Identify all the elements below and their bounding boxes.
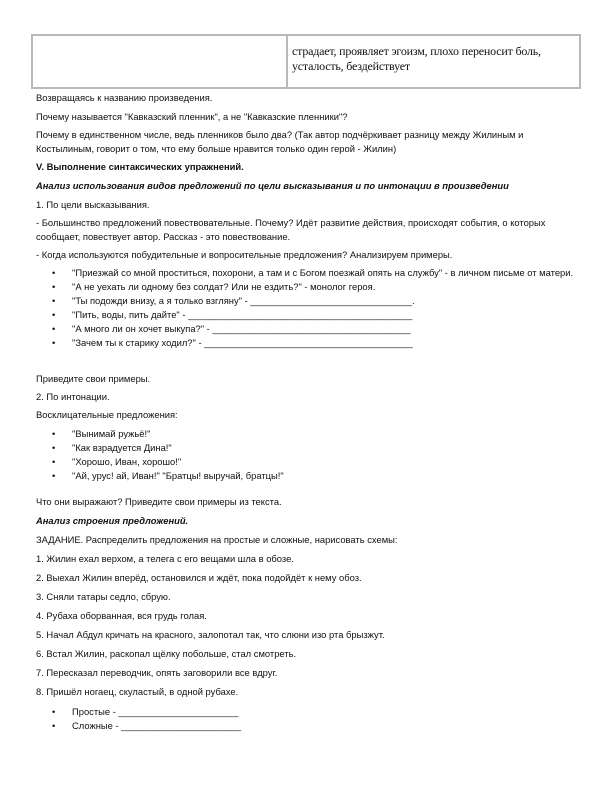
sentence-8: 8. Пришёл ногаец, скуластый, в одной рубахе. (36, 686, 239, 697)
goal-text: - Большинство предложений повествовательные. Почему? Идёт развитие действия, происходят события, о которых сообщает, повествует автор. Рассказ - это повествование. (36, 217, 546, 242)
give-examples: Приведите свои примеры. (36, 373, 151, 384)
examples-list (36, 266, 581, 350)
structure-task: ЗАДАНИЕ. Распределить предложения на простые и сложные, нарисовать схемы: (36, 534, 398, 545)
section-subheading: Анализ использования видов предложений по цели высказывания и по интонации в произведении (36, 180, 509, 191)
goal-title: 1. По цели высказывания. (36, 199, 150, 210)
table-cell-right: страдает, проявляет эгоизм, плохо переносит боль, усталость, бездействует (292, 44, 541, 73)
list-item: • "А много ли он хочет выкупа?" - ______________________________________ (36, 322, 581, 336)
list-item: • "Как взрадуется Дина!" (36, 441, 581, 455)
structure-heading: Анализ строения предложений. (36, 515, 189, 526)
list-item: • "Ты подожди внизу, а я только взгляну" - _______________________________. (36, 294, 581, 308)
intonation-title: 2. По интонации. (36, 391, 110, 402)
express-question: Что они выражают? Приведите свои примеры из текста. (36, 496, 282, 507)
list-item: • "Пить, воды, пить дайте" - ___________________________________________ (36, 308, 581, 322)
exclamatory-list (36, 427, 581, 483)
sentence-7: 7. Пересказал переводчик, опять заговорили все вдруг. (36, 667, 278, 678)
list-item: • "Приезжай со мной проститься, похорони, а там и с Богом поезжай опять на службу" - в личном письме от матери. (36, 266, 581, 280)
section-heading: V. Выполнение синтаксических упражнений. (36, 161, 244, 172)
list-item: • "Ай, урус! ай, Иван!" "Братцы! выручай, братцы!" (36, 469, 581, 483)
list-item: • Сложные - _______________________ (36, 719, 581, 733)
intro-paragraph: Возвращаясь к названию произведения. (36, 92, 213, 103)
summary-table (31, 34, 581, 89)
list-item: • "Вынимай ружьё!" (36, 427, 581, 441)
list-item: • "Зачем ты к старику ходил?" - ________________________________________ (36, 336, 581, 350)
answers-list (36, 705, 581, 733)
usage-question: - Когда используются побудительные и вопросительные предложения? Анализируем примеры. (36, 249, 453, 260)
sentence-4: 4. Рубаха оборванная, вся грудь голая. (36, 610, 207, 621)
sentence-5: 5. Начал Абдул кричать на красного, залопотал так, что слюни изо рта брызжут. (36, 629, 385, 640)
exclamatory-title: Восклицательные предложения: (36, 409, 178, 420)
sentence-1: 1. Жилин ехал верхом, а телега с его вещами шла в обозе. (36, 553, 294, 564)
sentence-3: 3. Сняли татары седло, сбрую. (36, 591, 171, 602)
list-item: • "А не уехать ли одному без солдат? Или не ездить?" - монолог героя. (36, 280, 581, 294)
sentence-6: 6. Встал Жилин, раскопал щёлку побольше, стал смотреть. (36, 648, 297, 659)
list-item: • Простые - _______________________ (36, 705, 581, 719)
title-question: Почему называется "Кавказский пленник", а не "Кавказские пленники"? (36, 111, 348, 122)
list-item: • "Хорошо, Иван, хорошо!" (36, 455, 581, 469)
table-cell-left (33, 36, 288, 87)
sentence-2: 2. Выехал Жилин вперёд, остановился и ждёт, пока подойдёт к нему обоз. (36, 572, 362, 583)
title-explanation: Почему в единственном числе, ведь пленников было два? (Так автор подчёркивает разницу между Жилиным и Костылиным, говорит о том, что ему больше нравится только один герой - Жилин) (36, 129, 524, 154)
